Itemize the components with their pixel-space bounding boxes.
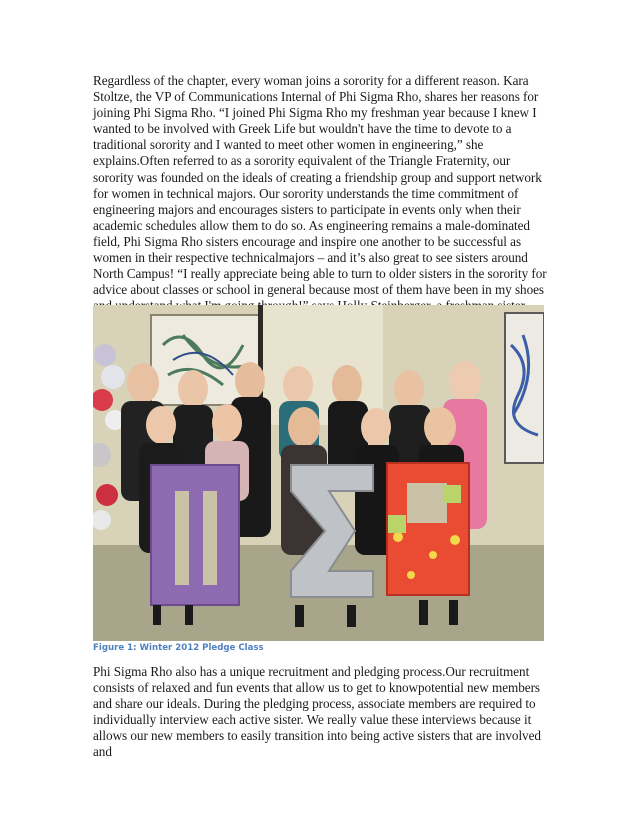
recruitment-paragraph: Phi Sigma Rho also has a unique recruitment and pledging process.Our recruitment consists of relaxed and fun events that allow us to get to knowpotential new members and share our ideals. During the pledging process, associate members are required to individually interview each active sister. We really value these interviews because it allows our new members to easily transition into being active sisters that are involved and xyxy=(93,664,541,760)
figure-caption: Figure 1: Winter 2012 Pledge Class xyxy=(93,643,264,653)
pledge-class-photo xyxy=(93,305,544,641)
intro-paragraph: Regardless of the chapter, every woman joins a sorority for a different reason. Kara Stoltze, the VP of Communications Internal of Phi Sigma Rho, shares her reasons for joining Phi Sigma Rho. “I joined Phi Sigma Rho my freshman year because I knew I wanted to be involved with Greek Life but wouldn't have the time to devote to a traditional sorority and I wanted to meet other women in engineering,” she explains.Often referred to as a sorority equivalent of the Triangle Fraternity, our sorority was founded on the ideals of creating a friendship group and support network for women in technical majors. Our sorority understands the time commitment of engineering majors and encourages sisters to participate in events only when their academic schedules allow them to do so. As engineering remains a male-dominated field, Phi Sigma Rho sisters encourage and inspire one another to be successful as women in their respective technicalmajors – and it’s also great to see sisters around North Campus! “I really appreciate being able to turn to older sisters in the sorority for advice about classes or school in general because most of them have been in my shoes xyxy=(93,73,547,298)
letter-rho-prop xyxy=(387,463,469,595)
letter-sigma-prop xyxy=(151,465,239,605)
